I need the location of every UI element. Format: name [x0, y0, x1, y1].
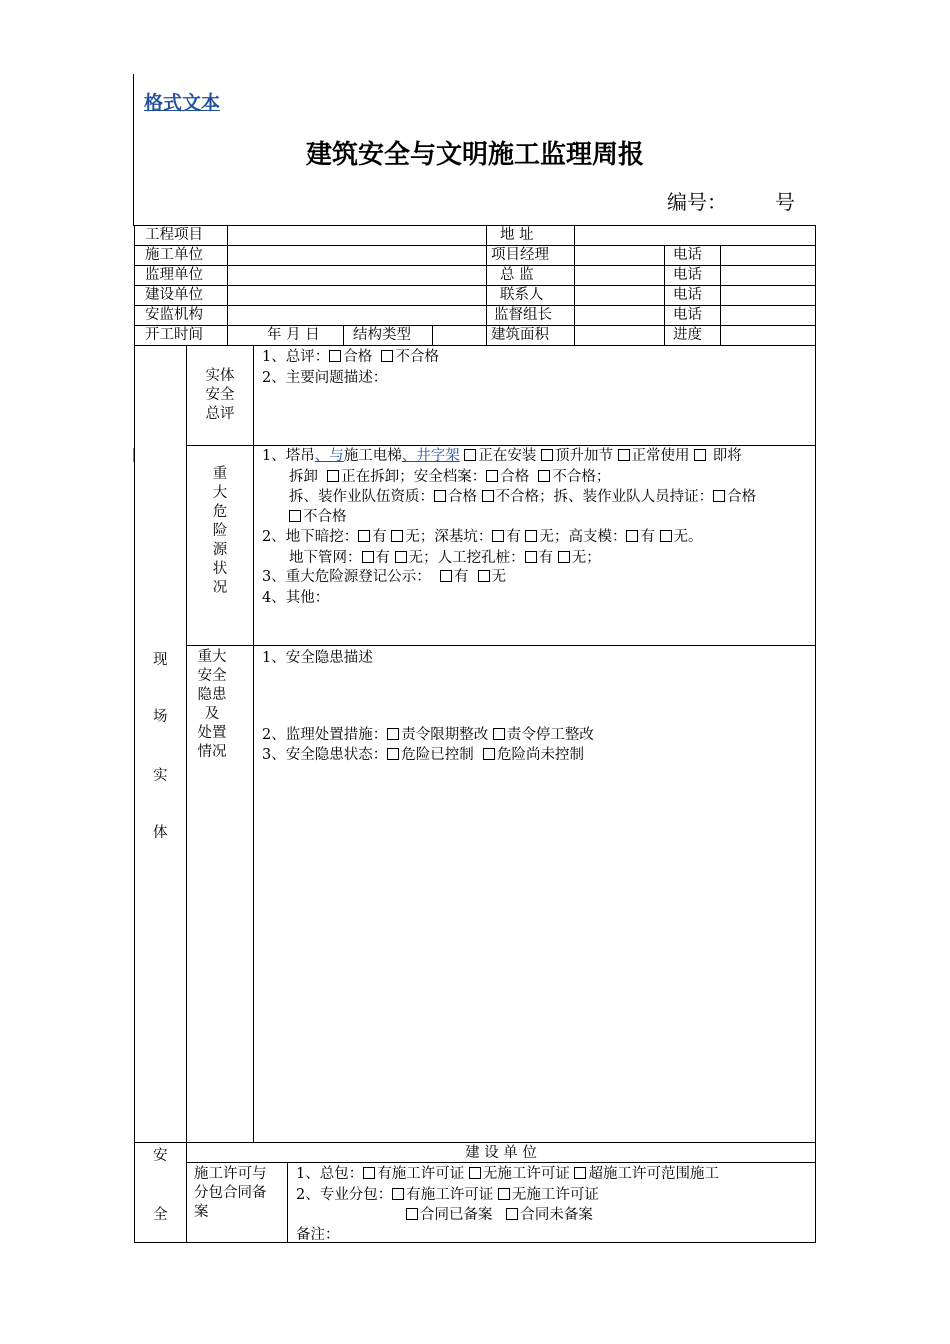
entity-issues: 2、主要问题描述： [262, 370, 388, 386]
date-placeholder: 年 月 日 [267, 327, 320, 343]
checkbox[interactable] [482, 490, 494, 502]
area-label: 建筑面积 [491, 327, 549, 343]
checkbox[interactable] [381, 350, 393, 362]
chief-label: 总 监 [500, 267, 534, 283]
checkbox[interactable] [486, 470, 498, 482]
permit-line-3: 合同已备案 合同未备案 [406, 1205, 593, 1225]
checkbox[interactable] [478, 570, 490, 582]
remarks-label: 备注： [296, 1227, 340, 1243]
phone-label: 电话 [673, 287, 702, 303]
checkbox[interactable] [406, 1208, 418, 1220]
checkbox[interactable] [713, 490, 725, 502]
safety-agency-label: 安监机构 [145, 307, 203, 323]
format-text-link[interactable]: 格式文本 [144, 92, 221, 114]
checkbox[interactable] [392, 1188, 404, 1200]
project-label: 工程项目 [145, 227, 203, 243]
hazard-line-7: 3、重大危险源登记公示： 有 无 [262, 569, 507, 585]
checkbox[interactable] [387, 728, 399, 740]
contact-label: 联系人 [500, 287, 544, 303]
structure-label: 结构类型 [353, 327, 411, 343]
permit-label: 施工许可与 分包合同备 案 [194, 1166, 267, 1220]
checkbox[interactable] [391, 530, 403, 542]
contractor-label: 施工单位 [145, 247, 203, 263]
checkbox[interactable] [327, 470, 339, 482]
checkbox[interactable] [626, 530, 638, 542]
checkbox[interactable] [440, 570, 452, 582]
hazard-line-5: 2、地下暗挖： 有 无；深基坑： 有 无；高支模： 有 无。 [262, 529, 703, 545]
number-label: 编号： [667, 190, 727, 214]
entity-label: 实体 安全 总评 [205, 368, 235, 422]
checkbox[interactable] [525, 551, 537, 563]
hazard-line-1: 1、塔吊、与施工电梯、井字架 正在安装 顶升加节 正常使用 即将 [262, 448, 742, 464]
permit-line-1: 1、总包： 有施工许可证 无施工许可证 超施工许可范围施工 [296, 1166, 719, 1182]
hazard-line-4: 不合格 [289, 507, 347, 527]
checkbox[interactable] [358, 530, 370, 542]
checkbox[interactable] [289, 510, 301, 522]
checkbox[interactable] [363, 1167, 375, 1179]
hazard-line-8: 4、其他： [262, 590, 330, 606]
owner-label: 建设单位 [145, 287, 203, 303]
permit-line-2: 2、专业分包： 有施工许可证 无施工许可证 [296, 1187, 599, 1203]
entity-overall: 1、总评： 合格 不合格 [262, 349, 439, 365]
checkbox[interactable] [395, 551, 407, 563]
checkbox[interactable] [362, 551, 374, 563]
address-label: 地 址 [500, 227, 534, 243]
section-safety-char: 安 [153, 1148, 168, 1164]
phone-label: 电话 [673, 267, 702, 283]
checkbox[interactable] [434, 490, 446, 502]
checkbox[interactable] [558, 551, 570, 563]
phone-label: 电话 [673, 247, 702, 263]
checkbox[interactable] [387, 748, 399, 760]
progress-label: 进度 [673, 327, 702, 343]
checkbox[interactable] [464, 449, 476, 461]
checkbox[interactable] [493, 728, 505, 740]
pm-label: 项目经理 [491, 247, 549, 263]
checkbox[interactable] [506, 1208, 518, 1220]
number-suffix: 号 [775, 190, 795, 214]
checkbox[interactable] [541, 449, 553, 461]
phone-label: 电话 [673, 307, 702, 323]
checkbox[interactable] [660, 530, 672, 542]
risk-line-1: 1、安全隐患描述 [262, 650, 373, 666]
hazard-line-3: 拆、装作业队伍资质： 合格 不合格；拆、装作业队人员持证： 合格 [289, 489, 757, 505]
page-title: 建筑安全与文明施工监理周报 [305, 140, 644, 170]
section-safety-char: 全 [153, 1207, 168, 1223]
hazard-line-2: 拆卸 正在拆卸；安全档案： 合格 不合格； [289, 469, 611, 485]
owner-heading: 建 设 单 位 [465, 1145, 537, 1161]
section-site-char: 场 [153, 709, 168, 725]
checkbox[interactable] [694, 449, 706, 461]
section-site-char: 现 [153, 652, 168, 668]
team-leader-label: 监督组长 [494, 307, 552, 323]
start-date-label: 开工时间 [145, 327, 203, 343]
section-site-char: 实 [153, 768, 168, 784]
checkbox[interactable] [525, 530, 537, 542]
risk-line-3: 3、安全隐患状态： 危险已控制 危险尚未控制 [262, 747, 584, 763]
checkbox[interactable] [498, 1188, 510, 1200]
checkbox[interactable] [483, 748, 495, 760]
checkbox[interactable] [574, 1167, 586, 1179]
checkbox[interactable] [538, 470, 550, 482]
supervisor-label: 监理单位 [145, 267, 203, 283]
checkbox[interactable] [329, 350, 341, 362]
hazard-line-6: 地下管网： 有 无；人工挖孔桩： 有 无； [289, 550, 601, 566]
checkbox[interactable] [618, 449, 630, 461]
risk-label: 重大 安全 隐患 及 处置 情况 [197, 649, 227, 760]
checkbox[interactable] [469, 1167, 481, 1179]
checkbox[interactable] [492, 530, 504, 542]
hazard-label: 重 大 危 险 源 状 况 [212, 466, 228, 596]
risk-line-2: 2、监理处置措施： 责令限期整改 责令停工整改 [262, 727, 594, 743]
section-site-char: 体 [153, 825, 168, 841]
